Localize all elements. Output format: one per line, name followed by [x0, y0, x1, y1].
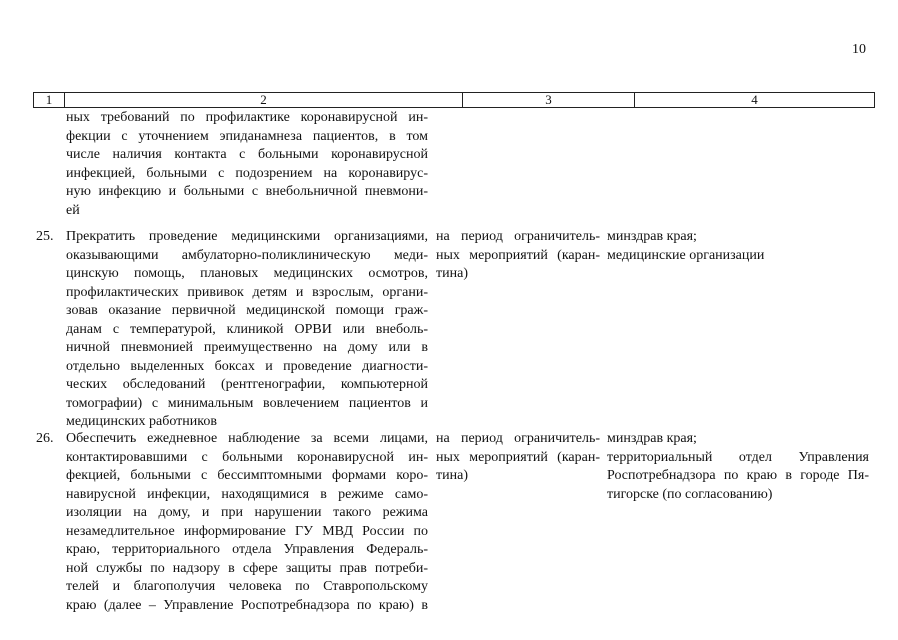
- text-line: минздрав края;: [607, 431, 697, 446]
- measure-text: [66, 228, 428, 432]
- continuation-text: [66, 109, 428, 220]
- text-line: ных требований по профилактике коронавирусной ин-: [66, 110, 428, 125]
- text-line: Прекратить проведение медицинскими организациями,: [66, 229, 428, 244]
- text-line: данам с температурой, клиникой ОРВИ или внеболь-: [66, 321, 428, 337]
- text-line: ных мероприятий (каран-: [436, 247, 600, 263]
- text-line: Обеспечить ежедневное наблюдение за всеми лицами,: [66, 431, 428, 446]
- text-line: фекции с уточнением эпиданамнеза пациентов, в том: [66, 128, 428, 144]
- text-line: Роспотребнадзора по краю в городе Пя-: [607, 468, 869, 483]
- text-line: навирусной инфекции, находящимися в режиме само-: [66, 486, 428, 502]
- measure-text: [66, 430, 428, 615]
- text-line: минздрав края;: [607, 229, 697, 244]
- text-line: на период ограничитель-: [436, 431, 600, 446]
- text-line: ных мероприятий (каран-: [436, 449, 600, 465]
- responsible-text: [607, 430, 869, 504]
- text-line: числе наличия контакта с больными коронавирусной: [66, 147, 428, 162]
- text-line: на период ограничитель-: [436, 229, 600, 244]
- text-line: тина): [436, 468, 468, 483]
- period-text: [436, 430, 600, 486]
- row-number: 26.: [36, 431, 54, 446]
- text-line: краю (далее – Управление Роспотребнадзора по краю) в: [66, 597, 428, 613]
- period-text: [436, 228, 600, 284]
- text-line: ную инфекцию и больными с внебольничной пневмони-: [66, 184, 428, 199]
- column-header-table: [33, 92, 875, 108]
- text-line: тигорске (по согласованию): [607, 486, 773, 502]
- text-line: отдельно выделенных боксах и проведение диагности-: [66, 358, 428, 374]
- text-line: краю, территориального отдела Управления Федераль-: [66, 542, 428, 557]
- text-line: оказывающими амбулаторно-поликлиническую меди-: [66, 247, 428, 263]
- text-line: ей: [66, 202, 80, 218]
- column-header-4: 4: [635, 93, 875, 108]
- text-line: цинскую помощь, плановых медицинских осмотров,: [66, 266, 428, 281]
- column-header-row: [34, 93, 875, 108]
- text-line: ничной пневмонией преимущественно на дому или в: [66, 340, 428, 355]
- text-line: контактировавшими с больными коронавирусной ин-: [66, 449, 428, 465]
- text-line: томографии) с минимальным вовлечением пациентов и: [66, 395, 428, 411]
- text-line: ческих обследований (рентгенографии, компьютерной: [66, 377, 428, 392]
- text-line: тина): [436, 266, 468, 281]
- column-header-1: 1: [34, 93, 65, 108]
- text-line: фекцией, больными с бессимптомными формами коро-: [66, 468, 428, 483]
- page-number: 10: [852, 42, 866, 57]
- text-line: инфекцией, больными с подозрением на коронавирус-: [66, 165, 428, 181]
- text-line: территориальный отдел Управления: [607, 449, 869, 465]
- text-line: медицинские организации: [607, 247, 765, 263]
- responsible-text: [607, 228, 869, 265]
- text-line: телей и благополучия человека по Ставропольскому: [66, 579, 428, 594]
- text-line: незамедлительное информирование ГУ МВД России по: [66, 523, 428, 539]
- row-number: 25.: [36, 229, 54, 244]
- text-line: медицинских работников: [66, 414, 217, 429]
- column-header-3: 3: [463, 93, 635, 108]
- text-line: профилактических прививок детям и взрослым, органи-: [66, 284, 428, 300]
- column-header-2: 2: [65, 93, 463, 108]
- text-line: изоляции на дому, и при нарушении такого режима: [66, 505, 428, 520]
- text-line: ной службы по надзору в сфере защиты прав потреби-: [66, 560, 428, 576]
- text-line: зовав оказание первичной медицинской помощи граж-: [66, 303, 428, 318]
